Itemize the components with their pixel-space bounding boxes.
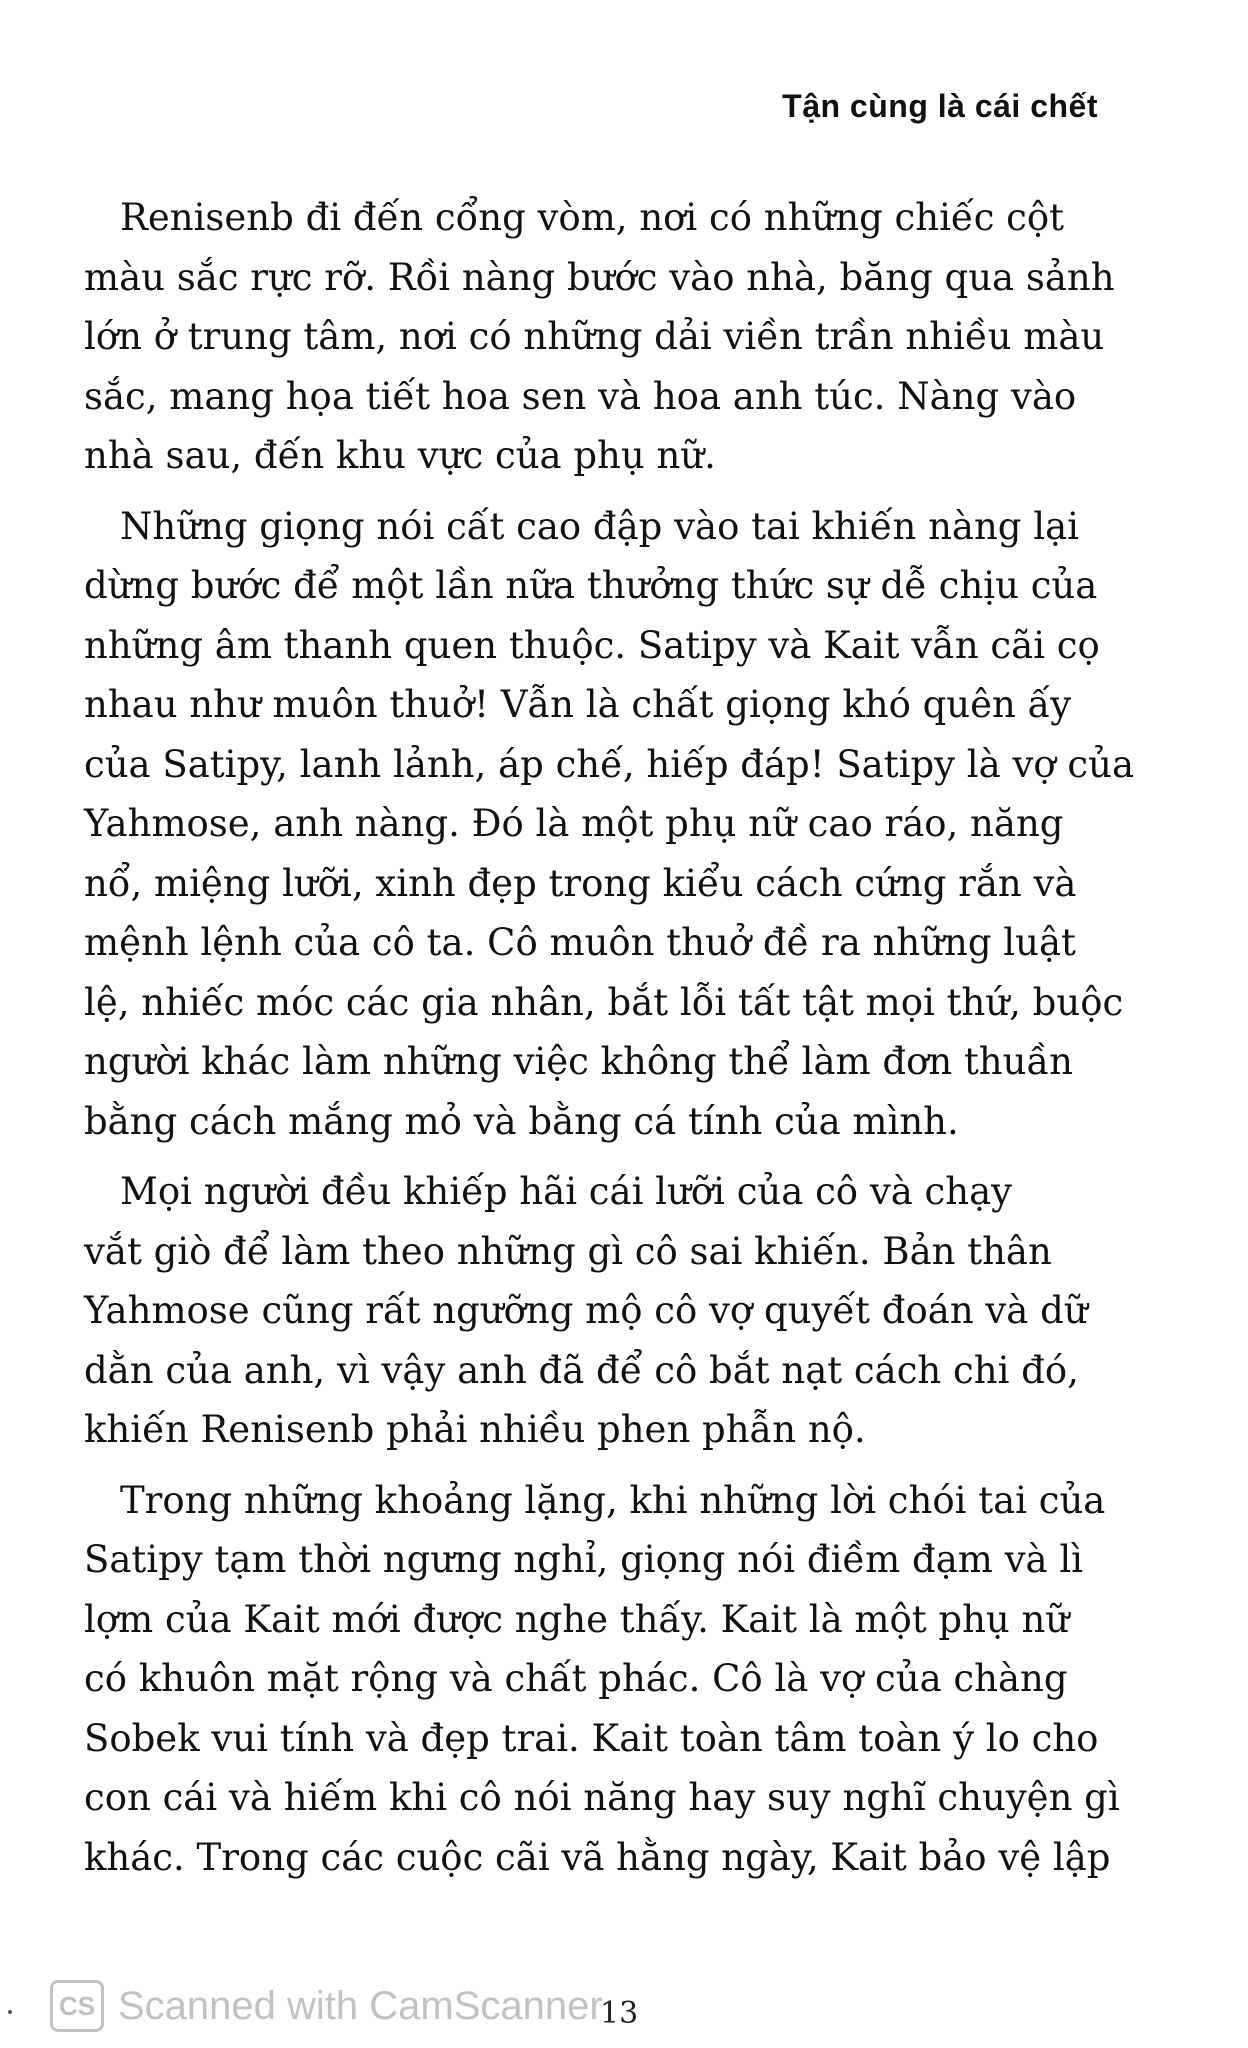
text-line: dằn của anh, vì vậy anh đã để cô bắt nạt cách chi đó, <box>84 1348 1079 1392</box>
camscanner-watermark <box>50 1980 603 2032</box>
paragraph <box>84 188 1115 486</box>
text-line: Mọi người đều khiếp hãi cái lưỡi của cô và chạy <box>120 1170 1013 1213</box>
text-line: Trong những khoảng lặng, khi những lời chói tai của <box>120 1478 1106 1522</box>
paragraph <box>84 1471 1120 1888</box>
text-line: Những giọng nói cất cao đập vào tai khiến nàng lại <box>120 504 1079 548</box>
text-line: bằng cách mắng mỏ và bằng cá tính của mình. <box>84 1099 959 1143</box>
page-number: 13 <box>600 1996 639 2031</box>
text-line: nhà sau, đến khu vực của phụ nữ. <box>84 434 716 477</box>
watermark-text: Scanned with CamScanner <box>118 1983 603 2028</box>
paragraph <box>84 1162 1094 1460</box>
text-line: người khác làm những việc không thể làm đơn thuần <box>84 1040 1073 1083</box>
body-text <box>84 188 1135 1898</box>
text-line: Yahmose, anh nàng. Đó là một phụ nữ cao ráo, năng <box>84 802 1064 845</box>
text-line: màu sắc rực rỡ. Rồi nàng bước vào nhà, băng qua sảnh <box>84 255 1115 299</box>
text-line: lợm của Kait mới được nghe thấy. Kait là một phụ nữ <box>84 1597 1070 1641</box>
text-line: nhau như muôn thuở! Vẫn là chất giọng khó quên ấy <box>84 683 1072 726</box>
text-line: lớn ở trung tâm, nơi có những dải viền trần nhiều màu <box>84 315 1105 358</box>
scan-speck <box>8 2010 12 2014</box>
text-line: khiến Renisenb phải nhiều phen phẫn nộ. <box>84 1408 866 1451</box>
text-line: của Satipy, lanh lảnh, áp chế, hiếp đáp! Satipy là vợ của <box>84 742 1135 786</box>
text-line: lệ, nhiếc móc các gia nhân, bắt lỗi tất tật mọi thứ, buộc <box>84 980 1124 1024</box>
text-line: Renisenb đi đến cổng vòm, nơi có những chiếc cột <box>120 196 1065 239</box>
text-line: con cái và hiếm khi cô nói năng hay suy nghĩ chuyện gì <box>84 1776 1120 1819</box>
text-line: mệnh lệnh của cô ta. Cô muôn thuở đề ra những luật <box>84 921 1076 964</box>
text-line: nổ, miệng lưỡi, xinh đẹp trong kiểu cách cứng rắn và <box>84 861 1077 905</box>
camscanner-logo-icon: CS <box>50 1980 104 2032</box>
text-line: Yahmose cũng rất ngưỡng mộ cô vợ quyết đoán và dữ <box>84 1289 1088 1332</box>
text-line: những âm thanh quen thuộc. Satipy và Kait vẫn cãi cọ <box>84 623 1100 667</box>
text-line: vắt giò để làm theo những gì cô sai khiến. Bản thân <box>84 1229 1052 1273</box>
text-line: Sobek vui tính và đẹp trai. Kait toàn tâm toàn ý lo cho <box>84 1716 1099 1760</box>
text-line: dừng bước để một lần nữa thưởng thức sự dễ chịu của <box>84 564 1098 607</box>
text-line: Satipy tạm thời ngưng nghỉ, giọng nói điềm đạm và lì <box>84 1538 1083 1581</box>
paragraph <box>84 497 1135 1152</box>
running-title: Tận cùng là cái chết <box>782 88 1098 124</box>
text-line: sắc, mang họa tiết hoa sen và hoa anh túc. Nàng vào <box>84 374 1077 418</box>
text-line: khác. Trong các cuộc cãi vã hằng ngày, Kait bảo vệ lập <box>84 1835 1111 1879</box>
text-line: có khuôn mặt rộng và chất phác. Cô là vợ của chàng <box>84 1657 1068 1700</box>
